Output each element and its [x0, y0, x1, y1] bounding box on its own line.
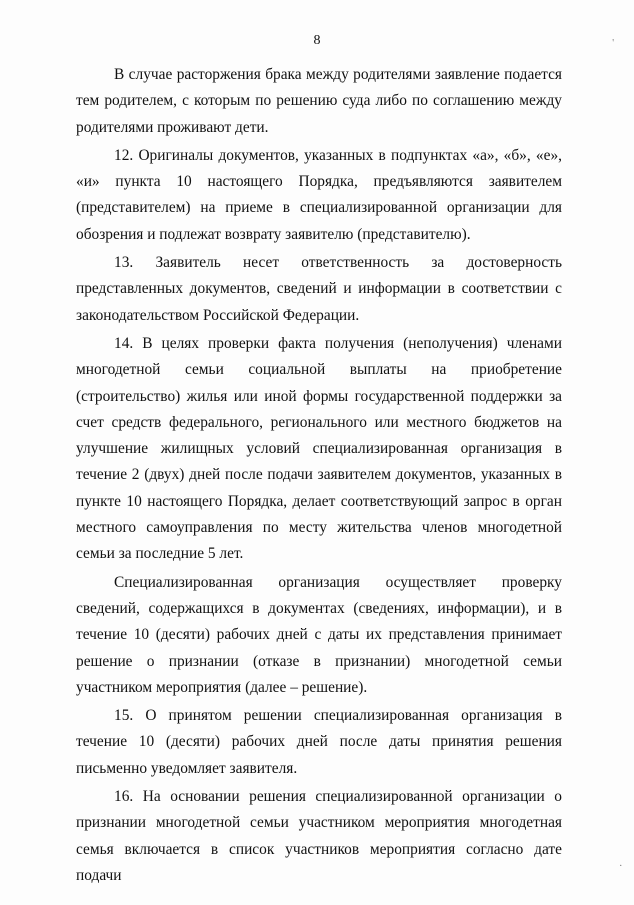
paragraph-15: 15. О принятом решении специализированная организация в течение 10 (десяти) рабочих дней после даты принятия решения письменно уведомляет заявителя. — [76, 707, 562, 777]
page-number: 8 — [313, 33, 321, 48]
paragraph-12: 12. Оригиналы документов, указанных в подпунктах «а», «б», «е», «и» пункта 10 настоящего Порядка, предъявляются заявителем (представителем) на приеме в специализированной организации для обозрения и подлежат возврату заявителю (представителю). — [76, 146, 562, 243]
paragraph-verification: Специализированная организация осуществляет проверку сведений, содержащихся в документах (сведениях, информации), и в течение 10 (десяти) рабочих дней с даты их представления принимает решение о признании (отказе в признании) многодетной семьи участником мероприятия (далее – решение). — [76, 573, 562, 696]
paragraph-14: 14. В целях проверки факта получения (неполучения) членами многодетной семьи социальной выплаты на приобретение (строительство) жилья или иной формы государственной поддержки за счет средств федерального, регионального или местного бюджетов на улучшение жилищных условий специализированная организация в течение 2 (двух) дней после подачи заявителем документов, указанных в пункте 10 настоящего Порядка, делает соответствующий запрос в орган местного самоуправления по месту жительства членов многодетной семьи за последние 5 лет. — [76, 334, 562, 563]
document-body — [76, 62, 562, 889]
scan-mark-bottom-right: . — [619, 858, 622, 869]
paragraph-13: 13. Заявитель несет ответственность за достоверность представленных документов, сведений и информации в соответствии с законодательством Российской Федерации. — [76, 254, 562, 324]
paragraph-divorce-clause: В случае расторжения брака между родителями заявление подается тем родителем, с которым по решению суда либо по соглашению между родителями проживают дети. — [76, 66, 562, 136]
paragraph-16: 16. На основании решения специализированной организации о признании многодетной семьи участником мероприятия многодетная семья включается в список участников мероприятия согласно дате подачи — [76, 788, 562, 884]
scan-mark-top-right: ' — [612, 38, 614, 49]
